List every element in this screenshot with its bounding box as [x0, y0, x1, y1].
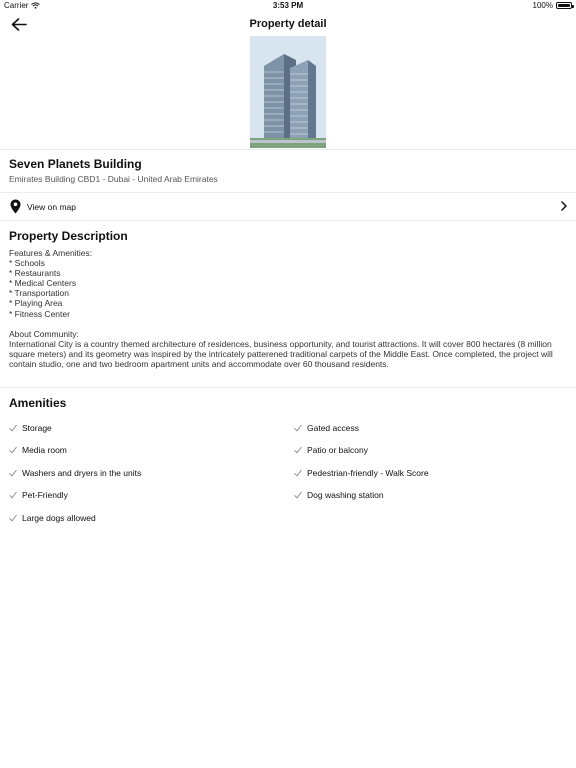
amenities-heading: Amenities — [9, 396, 67, 410]
amenity-label: Gated access — [307, 423, 359, 433]
navigation-bar — [0, 12, 576, 36]
amenity-label: Large dogs allowed — [22, 513, 96, 523]
amenity-item — [9, 443, 67, 457]
amenity-item — [294, 443, 368, 457]
view-on-map-label: View on map — [27, 202, 76, 212]
status-time: 3:53 PM — [272, 1, 304, 10]
divider — [0, 149, 576, 150]
view-on-map-row[interactable] — [0, 193, 576, 220]
checkmark-icon — [9, 424, 17, 432]
checkmark-icon — [9, 491, 17, 499]
divider — [0, 220, 576, 221]
description-heading: Property Description — [9, 229, 128, 243]
battery-icon — [556, 2, 572, 9]
amenity-label: Media room — [22, 445, 67, 455]
checkmark-icon — [294, 424, 302, 432]
amenity-item — [9, 488, 68, 502]
amenity-item — [294, 488, 384, 502]
amenity-item — [9, 511, 96, 525]
amenity-label: Pedestrian-friendly - Walk Score — [307, 468, 429, 478]
amenity-label: Patio or balcony — [307, 445, 368, 455]
amenity-item — [294, 421, 359, 435]
amenity-label: Dog washing station — [307, 490, 384, 500]
status-bar — [0, 0, 576, 12]
page-title: Property detail — [249, 18, 327, 30]
checkmark-icon — [294, 446, 302, 454]
building-illustration — [250, 36, 326, 148]
amenity-label: Storage — [22, 423, 52, 433]
amenity-item — [9, 466, 141, 480]
description-text: Features & Amenities: * Schools * Restaurants * Medical Centers * Transportation * Playing Area * Fitness Center About Community: International City is a country themed architecture of residences, business opportunity, and tourist attractions. It will cover 800 hectares (8 million square meters) and its geometry was inspired by the intricately patterened traditional carpets of the Middle East. Once completed, the project will contain studio, one and two bedroom apartment units and accommodate over 60 thousand residents. — [9, 248, 553, 370]
battery-percent: 100% — [532, 1, 553, 10]
carrier-label: Carrier — [4, 1, 29, 10]
amenity-item — [294, 466, 429, 480]
divider — [0, 387, 576, 388]
checkmark-icon — [9, 469, 17, 477]
battery-group — [533, 1, 572, 10]
chevron-right-icon — [561, 201, 567, 211]
property-image[interactable] — [250, 36, 326, 148]
amenity-item — [9, 421, 52, 435]
amenity-label: Washers and dryers in the units — [22, 468, 142, 478]
checkmark-icon — [294, 469, 302, 477]
map-pin-icon — [10, 199, 21, 214]
checkmark-icon — [9, 514, 17, 522]
checkmark-icon — [294, 491, 302, 499]
checkmark-icon — [9, 446, 17, 454]
amenity-label: Pet-Friendly — [22, 490, 68, 500]
property-name: Seven Planets Building — [9, 157, 142, 171]
property-address: Emirates Building CBD1 - Dubai - United Arab Emirates — [9, 174, 218, 184]
